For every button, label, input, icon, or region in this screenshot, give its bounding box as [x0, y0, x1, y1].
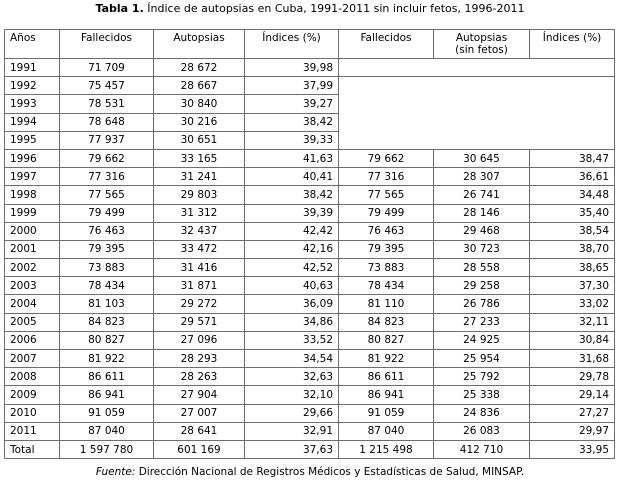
header-indices-sin-fetos: Índices (%) — [530, 30, 615, 59]
cell-indice: 42,52 — [245, 259, 339, 277]
cell-year: 2000 — [5, 222, 60, 240]
cell-year: 1994 — [5, 113, 60, 131]
cell-fallecidos: 78 648 — [60, 113, 154, 131]
cell-indice: 39,27 — [245, 95, 339, 113]
cell-indice-sin-fetos: 38,65 — [530, 259, 615, 277]
cell-autopsias-sin-fetos: 29 468 — [434, 222, 530, 240]
cell-indice: 33,52 — [245, 331, 339, 349]
cell-indice-sin-fetos: 29,14 — [530, 386, 615, 404]
cell-fallecidos-sin-fetos: 87 040 — [339, 422, 434, 440]
cell-year: 2005 — [5, 313, 60, 331]
cell-indice: 32,63 — [245, 368, 339, 386]
cell-year: 2010 — [5, 404, 60, 422]
cell-indice: 40,41 — [245, 168, 339, 186]
cell-autopsias: 31 416 — [154, 259, 245, 277]
cell-autopsias: 31 312 — [154, 204, 245, 222]
cell-autopsias: 29 803 — [154, 186, 245, 204]
header-fallecidos-sin-fetos: Fallecidos — [339, 30, 434, 59]
cell-fallecidos-sin-fetos: 79 395 — [339, 240, 434, 258]
table-row — [5, 149, 615, 167]
table-row — [5, 240, 615, 258]
cell-autopsias: 30 651 — [154, 131, 245, 149]
table-row — [5, 422, 615, 440]
cell-fallecidos: 77 937 — [60, 131, 154, 149]
cell-indice: 40,63 — [245, 277, 339, 295]
cell-fallecidos: 86 941 — [60, 386, 154, 404]
cell-empty-sin-fetos-block — [339, 77, 615, 150]
cell-indice-sin-fetos: 36,61 — [530, 168, 615, 186]
cell-fallecidos: 79 662 — [60, 149, 154, 167]
table-row — [5, 222, 615, 240]
cell-fallecidos: 81 922 — [60, 350, 154, 368]
cell-year: 2009 — [5, 386, 60, 404]
caption-label: Tabla 1. — [95, 2, 144, 15]
table-row — [5, 331, 615, 349]
header-row — [5, 30, 615, 59]
cell-autopsias-sin-fetos: 28 307 — [434, 168, 530, 186]
table-row — [5, 386, 615, 404]
cell-autopsias-sin-fetos: 24 925 — [434, 331, 530, 349]
cell-autopsias-sin-fetos: 26 786 — [434, 295, 530, 313]
cell-indice-sin-fetos: 29,78 — [530, 368, 615, 386]
cell-year: 2011 — [5, 422, 60, 440]
table-row — [5, 313, 615, 331]
cell-indice-sin-fetos: 34,48 — [530, 186, 615, 204]
cell-fallecidos: 81 103 — [60, 295, 154, 313]
cell-autopsias-sin-fetos: 29 258 — [434, 277, 530, 295]
cell-indice-sin-fetos: 33,02 — [530, 295, 615, 313]
cell-indice: 34,86 — [245, 313, 339, 331]
cell-fallecidos-sin-fetos: 84 823 — [339, 313, 434, 331]
cell-fallecidos: 73 883 — [60, 259, 154, 277]
cell-indice-sin-fetos: 37,30 — [530, 277, 615, 295]
cell-autopsias: 33 165 — [154, 149, 245, 167]
cell-fallecidos-sin-fetos: 79 662 — [339, 149, 434, 167]
cell-year: 1996 — [5, 149, 60, 167]
cell-fallecidos-sin-fetos: 77 565 — [339, 186, 434, 204]
cell-autopsias-sin-fetos: 24 836 — [434, 404, 530, 422]
cell-year: 1997 — [5, 168, 60, 186]
cell-autopsias-sin-fetos: 26 741 — [434, 186, 530, 204]
cell-year: 2007 — [5, 350, 60, 368]
cell-fallecidos-sin-fetos: 79 499 — [339, 204, 434, 222]
cell-autopsias-sin-fetos: 25 954 — [434, 350, 530, 368]
cell-autopsias: 31 871 — [154, 277, 245, 295]
cell-fallecidos: 80 827 — [60, 331, 154, 349]
cell-year: 1998 — [5, 186, 60, 204]
cell-autopsias: 28 293 — [154, 350, 245, 368]
cell-fallecidos: 84 823 — [60, 313, 154, 331]
cell-autopsias-sin-fetos: 25 338 — [434, 386, 530, 404]
table-caption — [0, 2, 620, 16]
cell-autopsias-sin-fetos: 28 558 — [434, 259, 530, 277]
table-row — [5, 59, 615, 77]
cell-autopsias: 27 904 — [154, 386, 245, 404]
table-row — [5, 168, 615, 186]
cell-year: 2004 — [5, 295, 60, 313]
cell-year: 2001 — [5, 240, 60, 258]
cell-indice-sin-fetos: 35,40 — [530, 204, 615, 222]
cell-autopsias-sin-fetos: 25 792 — [434, 368, 530, 386]
cell-indice: 29,66 — [245, 404, 339, 422]
table-row — [5, 277, 615, 295]
autopsy-table — [4, 29, 615, 459]
cell-fallecidos-sin-fetos: 81 922 — [339, 350, 434, 368]
cell-indice-sin-fetos: 32,11 — [530, 313, 615, 331]
cell-indice-sin-fetos: 38,47 — [530, 149, 615, 167]
header-fallecidos: Fallecidos — [60, 30, 154, 59]
cell-autopsias: 32 437 — [154, 222, 245, 240]
cell-year: 2003 — [5, 277, 60, 295]
cell-autopsias-sin-fetos: 28 146 — [434, 204, 530, 222]
cell-indice: 38,42 — [245, 186, 339, 204]
cell-fallecidos: 77 565 — [60, 186, 154, 204]
cell-empty-sin-fetos — [339, 59, 615, 77]
cell-year: 2008 — [5, 368, 60, 386]
cell-autopsias-sin-fetos: 30 645 — [434, 149, 530, 167]
cell-autopsias-sin-fetos: 412 710 — [434, 440, 530, 458]
cell-fallecidos: 76 463 — [60, 222, 154, 240]
cell-fallecidos-sin-fetos: 76 463 — [339, 222, 434, 240]
cell-indice-sin-fetos: 27,27 — [530, 404, 615, 422]
cell-year: 2002 — [5, 259, 60, 277]
header-autopsias-sin-fetos — [434, 30, 530, 59]
cell-indice-sin-fetos: 33,95 — [530, 440, 615, 458]
table-row — [5, 350, 615, 368]
table-row — [5, 368, 615, 386]
table-row — [5, 77, 615, 95]
cell-autopsias: 29 272 — [154, 295, 245, 313]
footer-label: Fuente: — [95, 466, 136, 478]
table-row — [5, 186, 615, 204]
cell-year: 1993 — [5, 95, 60, 113]
cell-indice-sin-fetos: 38,70 — [530, 240, 615, 258]
cell-fallecidos: 91 059 — [60, 404, 154, 422]
cell-indice: 42,42 — [245, 222, 339, 240]
cell-indice: 39,39 — [245, 204, 339, 222]
header-autopsias2-sub: (sin fetos) — [455, 44, 508, 56]
cell-fallecidos-sin-fetos: 1 215 498 — [339, 440, 434, 458]
table-row — [5, 204, 615, 222]
cell-fallecidos-sin-fetos: 77 316 — [339, 168, 434, 186]
cell-autopsias: 28 672 — [154, 59, 245, 77]
cell-indice: 36,09 — [245, 295, 339, 313]
cell-autopsias: 33 472 — [154, 240, 245, 258]
cell-autopsias-sin-fetos: 27 233 — [434, 313, 530, 331]
cell-autopsias: 28 641 — [154, 422, 245, 440]
cell-autopsias: 27 096 — [154, 331, 245, 349]
cell-fallecidos: 71 709 — [60, 59, 154, 77]
table-row — [5, 440, 615, 458]
cell-autopsias-sin-fetos: 30 723 — [434, 240, 530, 258]
table-row — [5, 295, 615, 313]
cell-indice: 41,63 — [245, 149, 339, 167]
cell-year: Total — [5, 440, 60, 458]
cell-autopsias: 29 571 — [154, 313, 245, 331]
cell-fallecidos: 86 611 — [60, 368, 154, 386]
header-autopsias: Autopsias — [154, 30, 245, 59]
cell-indice-sin-fetos: 29,97 — [530, 422, 615, 440]
cell-year: 1991 — [5, 59, 60, 77]
cell-indice-sin-fetos: 38,54 — [530, 222, 615, 240]
table-row — [5, 259, 615, 277]
cell-fallecidos-sin-fetos: 91 059 — [339, 404, 434, 422]
cell-fallecidos-sin-fetos: 78 434 — [339, 277, 434, 295]
cell-fallecidos-sin-fetos: 73 883 — [339, 259, 434, 277]
cell-autopsias: 28 667 — [154, 77, 245, 95]
cell-autopsias: 30 840 — [154, 95, 245, 113]
cell-indice: 34,54 — [245, 350, 339, 368]
cell-autopsias: 601 169 — [154, 440, 245, 458]
source-footer — [0, 466, 620, 479]
cell-indice: 38,42 — [245, 113, 339, 131]
cell-indice-sin-fetos: 31,68 — [530, 350, 615, 368]
table-row — [5, 404, 615, 422]
cell-fallecidos: 77 316 — [60, 168, 154, 186]
cell-fallecidos-sin-fetos: 86 611 — [339, 368, 434, 386]
cell-indice: 42,16 — [245, 240, 339, 258]
cell-autopsias: 27 007 — [154, 404, 245, 422]
cell-year: 2006 — [5, 331, 60, 349]
cell-indice: 37,63 — [245, 440, 339, 458]
cell-autopsias: 28 263 — [154, 368, 245, 386]
cell-fallecidos-sin-fetos: 86 941 — [339, 386, 434, 404]
cell-indice: 39,33 — [245, 131, 339, 149]
cell-fallecidos-sin-fetos: 80 827 — [339, 331, 434, 349]
cell-fallecidos: 1 597 780 — [60, 440, 154, 458]
cell-year: 1992 — [5, 77, 60, 95]
header-anos: Años — [5, 30, 60, 59]
cell-fallecidos: 79 499 — [60, 204, 154, 222]
cell-fallecidos: 78 531 — [60, 95, 154, 113]
cell-indice: 32,91 — [245, 422, 339, 440]
cell-fallecidos: 75 457 — [60, 77, 154, 95]
footer-text: Dirección Nacional de Registros Médicos y Estadísticas de Salud, MINSAP. — [135, 466, 525, 478]
cell-fallecidos-sin-fetos: 81 110 — [339, 295, 434, 313]
cell-year: 1999 — [5, 204, 60, 222]
caption-text: Índice de autopsias en Cuba, 1991-2011 sin incluir fetos, 1996-2011 — [143, 2, 525, 15]
cell-fallecidos: 87 040 — [60, 422, 154, 440]
cell-autopsias-sin-fetos: 26 083 — [434, 422, 530, 440]
cell-fallecidos: 78 434 — [60, 277, 154, 295]
cell-indice: 37,99 — [245, 77, 339, 95]
cell-indice-sin-fetos: 30,84 — [530, 331, 615, 349]
cell-year: 1995 — [5, 131, 60, 149]
cell-fallecidos: 79 395 — [60, 240, 154, 258]
cell-autopsias: 30 216 — [154, 113, 245, 131]
cell-indice: 32,10 — [245, 386, 339, 404]
cell-indice: 39,98 — [245, 59, 339, 77]
header-indices: Índices (%) — [245, 30, 339, 59]
header-autopsias2-label: Autopsias — [455, 32, 508, 44]
cell-autopsias: 31 241 — [154, 168, 245, 186]
